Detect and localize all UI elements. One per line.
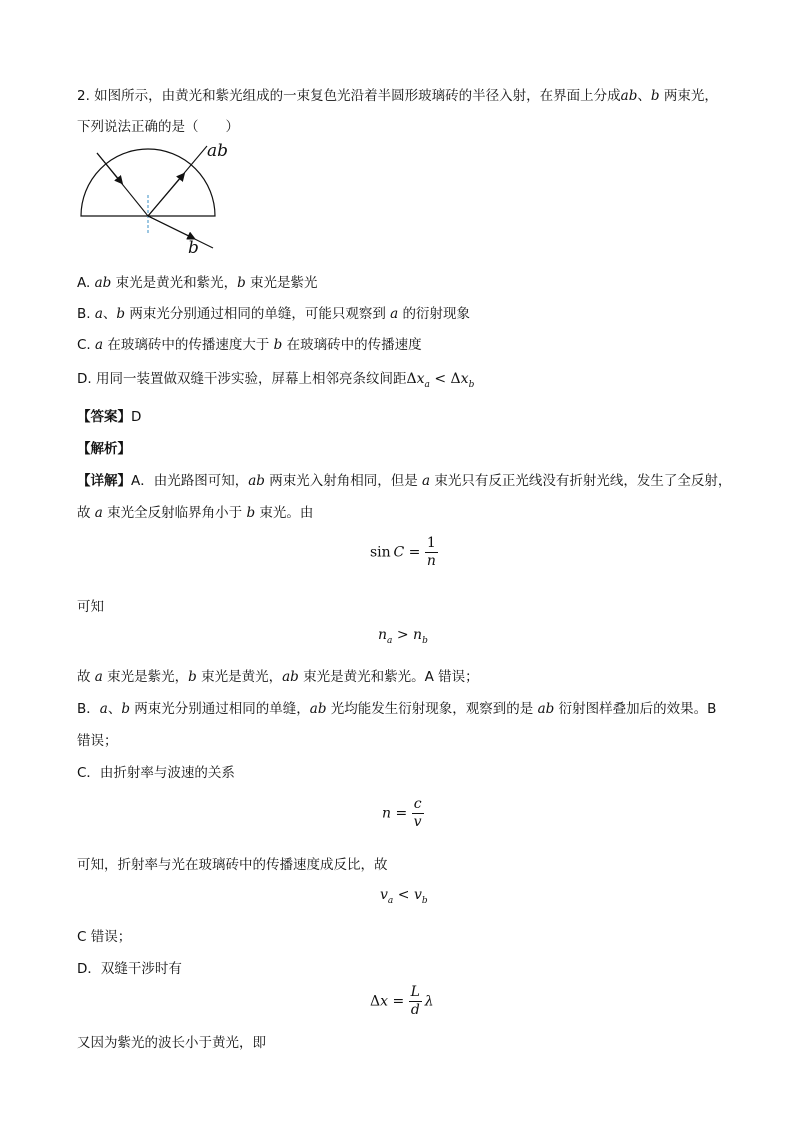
answer-line	[77, 405, 141, 425]
figure-label-b: b	[188, 238, 199, 258]
detail-b-line-2: 错误；	[77, 733, 118, 749]
equation-sin-c: sin C = $\frac{1}{n}$	[370, 535, 436, 569]
option-b: B. a、b 两束光分别通过相同的单缝，可能只观察到 a 的衍射现象	[77, 306, 471, 322]
semicircle-glass-figure	[75, 138, 225, 263]
equation-n-compare: $n_a > n_b$	[378, 627, 428, 646]
detail-c-line: C．由折射率与波速的关系	[77, 765, 235, 781]
answer-value: D	[131, 409, 142, 425]
detail-last-line: 又因为紫光的波长小于黄光，即	[77, 1035, 266, 1051]
option-a: A. ab 束光是黄光和紫光，b 束光是紫光	[77, 275, 318, 291]
detail-line-2: 故 a 束光全反射临界角小于 b 束光。由	[77, 505, 314, 521]
figure-label-ab: ab	[207, 141, 229, 161]
answer-label: 【答案】	[77, 409, 131, 425]
equation-n-c-v: n = $\frac{c}{v}$	[382, 796, 422, 830]
equation-v-compare: $v_a < v_b$	[380, 887, 428, 906]
detail-line-1: 【详解】A．由光路图可知，ab 两束光入射角相同，但是 a 束光只有反正光线没有折射光线，发生了全反射，	[77, 473, 732, 489]
reflected-ray-arrow	[148, 175, 183, 216]
detail-d-line: D．双缝干涉时有	[77, 961, 182, 977]
incident-ray-arrow	[97, 153, 121, 182]
detail-c-wrong: C 错误；	[77, 929, 132, 945]
option-d: D. 用同一装置做双缝干涉实验，屏幕上相邻亮条纹间距$\Delta x_a < \Delta x_b$	[77, 371, 475, 390]
detail-c-line-2: 可知，折射率与光在玻璃砖中的传播速度成反比，故	[77, 857, 388, 873]
question-line-1: 2. 如图所示，由黄光和紫光组成的一束复色光沿着半圆形玻璃砖的半径入射，在界面上分成ab、b 两束光，	[77, 88, 718, 104]
detail-b-line-1: B．a、b 两束光分别通过相同的单缝，ab 光均能发生衍射现象，观察到的是 ab 衍射图样叠加后的效果。B	[77, 701, 717, 717]
option-c: C. a 在玻璃砖中的传播速度大于 b 在玻璃砖中的传播速度	[77, 337, 422, 353]
text-kezhi: 可知	[77, 599, 104, 615]
refracted-ray-arrow	[148, 216, 193, 238]
analysis-label: 【解析】	[77, 441, 131, 457]
detail-a-conclusion: 故 a 束光是紫光，b 束光是黄光，ab 束光是黄光和紫光。A 错误；	[77, 669, 479, 685]
equation-delta-x: Δx = $\frac{L}{d}$ λ	[370, 984, 434, 1018]
question-line-2: 下列说法正确的是（ ）	[77, 119, 239, 135]
